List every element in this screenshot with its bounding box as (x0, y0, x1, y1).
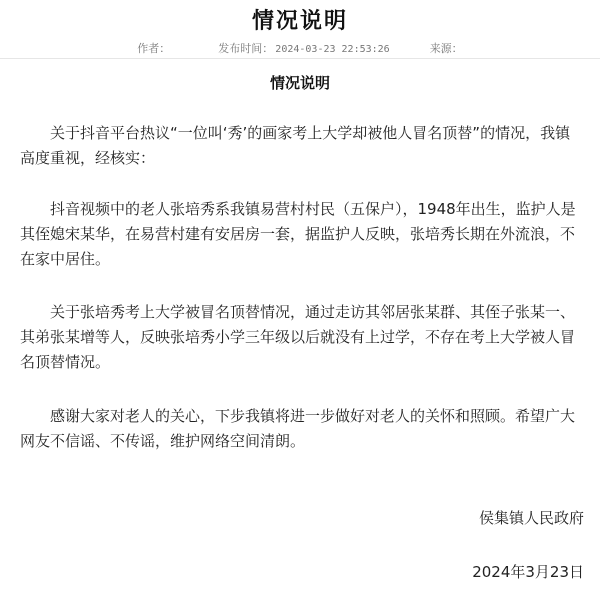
paragraph-background: 抖音视频中的老人张培秀系我镇易营村村民（五保户），1948年出生，监护人是其侄媳宋某华，在易营村建有安居房一套，据监护人反映，张培秀长期在外流浪，不在家中居住。 (20, 200, 576, 268)
article-meta (0, 42, 600, 57)
author-label: 作者： (137, 42, 171, 55)
signature-date: 2024年3月23日 (472, 563, 584, 581)
page-title: 情况说明 (251, 9, 348, 34)
source-label: 来源： (429, 42, 463, 55)
signature-issuer: 侯集镇人民政府 (478, 509, 584, 527)
header-divider (0, 58, 600, 59)
document-title: 情况说明 (269, 74, 330, 92)
paragraph-intro: 关于抖音平台热议“一位叫‘秀’的画家考上大学却被他人冒名顶替”的情况，我镇高度重视，经核实： (20, 124, 571, 167)
paragraph-closing: 感谢大家对老人的关心，下步我镇将进一步做好对老人的关怀和照顾。希望广大网友不信谣、不传谣，维护网络空间清朗。 (20, 407, 576, 450)
paragraph-investigation: 关于张培秀考上大学被冒名顶替情况，通过走访其邻居张某群、其侄子张某一、其弟张某增等人，反映张培秀小学三年级以后就没有上过学，不存在考上大学被人冒名顶替情况。 (20, 303, 576, 371)
publish-time-label: 发布时间： (218, 42, 274, 55)
publish-time: 2024-03-23 22:53:26 (275, 44, 390, 55)
